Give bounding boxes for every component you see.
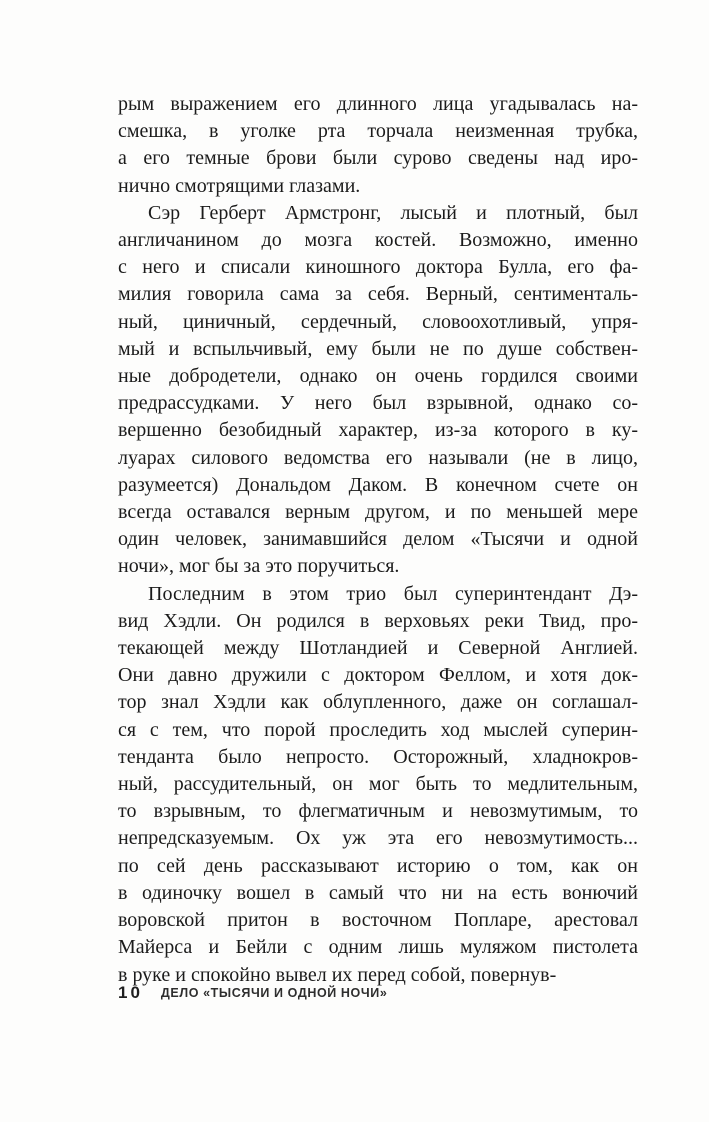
text-line: то взрывным, то флегматичным и невозмутимым, то bbox=[118, 800, 638, 823]
text-line: текающей между Шотландией и Северной Англией. bbox=[118, 637, 638, 660]
text-line: вид Хэдли. Он родился в верховьях реки Твид, про- bbox=[118, 609, 638, 632]
text-line: разумеется) Дональдом Даком. В конечном счете он bbox=[118, 473, 638, 496]
text-line: рым выражением его длинного лица угадывалась на- bbox=[118, 93, 638, 115]
text-line: англичанином до мозга костей. Возможно, именно bbox=[118, 229, 638, 252]
text-line: ся с тем, что порой проследить ход мыслей суперин- bbox=[118, 718, 638, 741]
text-line: Они давно дружили с доктором Феллом, и хотя док- bbox=[118, 664, 638, 687]
text-line: Последним в этом трио был суперинтендант Дэ- bbox=[148, 582, 638, 605]
text-line: ночи», мог бы за это поручиться. bbox=[118, 555, 400, 578]
text-line: милия говорила сама за себя. Верный, сентименталь- bbox=[118, 283, 638, 306]
text-line: тор знал Хэдли как облупленного, даже он соглашал- bbox=[118, 691, 638, 714]
page-footer bbox=[118, 983, 638, 1003]
text-line: луарах силового ведомства его называли (не в лицо, bbox=[118, 446, 638, 469]
text-line: нично смотрящими глазами. bbox=[118, 174, 361, 197]
page-number: 10 bbox=[118, 983, 143, 1002]
text-line: непредсказуемым. Ох уж эта его невозмутимость... bbox=[118, 827, 638, 850]
text-line: тенданта было непросто. Осторожный, хладнокров- bbox=[118, 745, 638, 768]
text-line: ный, рассудительный, он мог быть то медлительным, bbox=[118, 773, 638, 796]
text-line: ные добродетели, однако он очень гордился своими bbox=[118, 365, 638, 388]
text-line: по сей день рассказывают историю о том, как он bbox=[118, 854, 638, 877]
text-line: с него и списали киношного доктора Булла, его фа- bbox=[118, 256, 638, 279]
text-line: в одиночку вошел в самый что ни на есть вонючий bbox=[118, 881, 638, 904]
text-line: Майерса и Бейли с одним лишь муляжом пистолета bbox=[118, 936, 638, 959]
text-line: вершенно безобидный характер, из-за которого в ку- bbox=[118, 419, 638, 442]
text-line: предрассудками. У него был взрывной, однако со- bbox=[118, 392, 638, 415]
text-block bbox=[118, 91, 638, 989]
text-line: всегда оставался верным другом, и по меньшей мере bbox=[118, 501, 638, 524]
text-line: а его темные брови были сурово сведены над иро- bbox=[118, 147, 638, 170]
text-line: воровской притон в восточном Попларе, арестовал bbox=[118, 909, 638, 932]
text-line: смешка, в уголке рта торчала неизменная трубка, bbox=[118, 120, 638, 143]
text-line: мый и вспыльчивый, ему были не по душе собствен- bbox=[118, 337, 638, 360]
running-title: ДЕЛО «ТЫСЯЧИ И ОДНОЙ НОЧИ» bbox=[160, 986, 388, 1000]
text-line: один человек, занимавшийся делом «Тысячи и одной bbox=[118, 528, 638, 551]
text-line: Сэр Герберт Армстронг, лысый и плотный, был bbox=[148, 201, 638, 224]
text-line: в руке и спокойно вывел их перед собой, повернув- bbox=[118, 963, 557, 986]
text-line: ный, циничный, сердечный, словоохотливый, упря- bbox=[118, 310, 638, 333]
